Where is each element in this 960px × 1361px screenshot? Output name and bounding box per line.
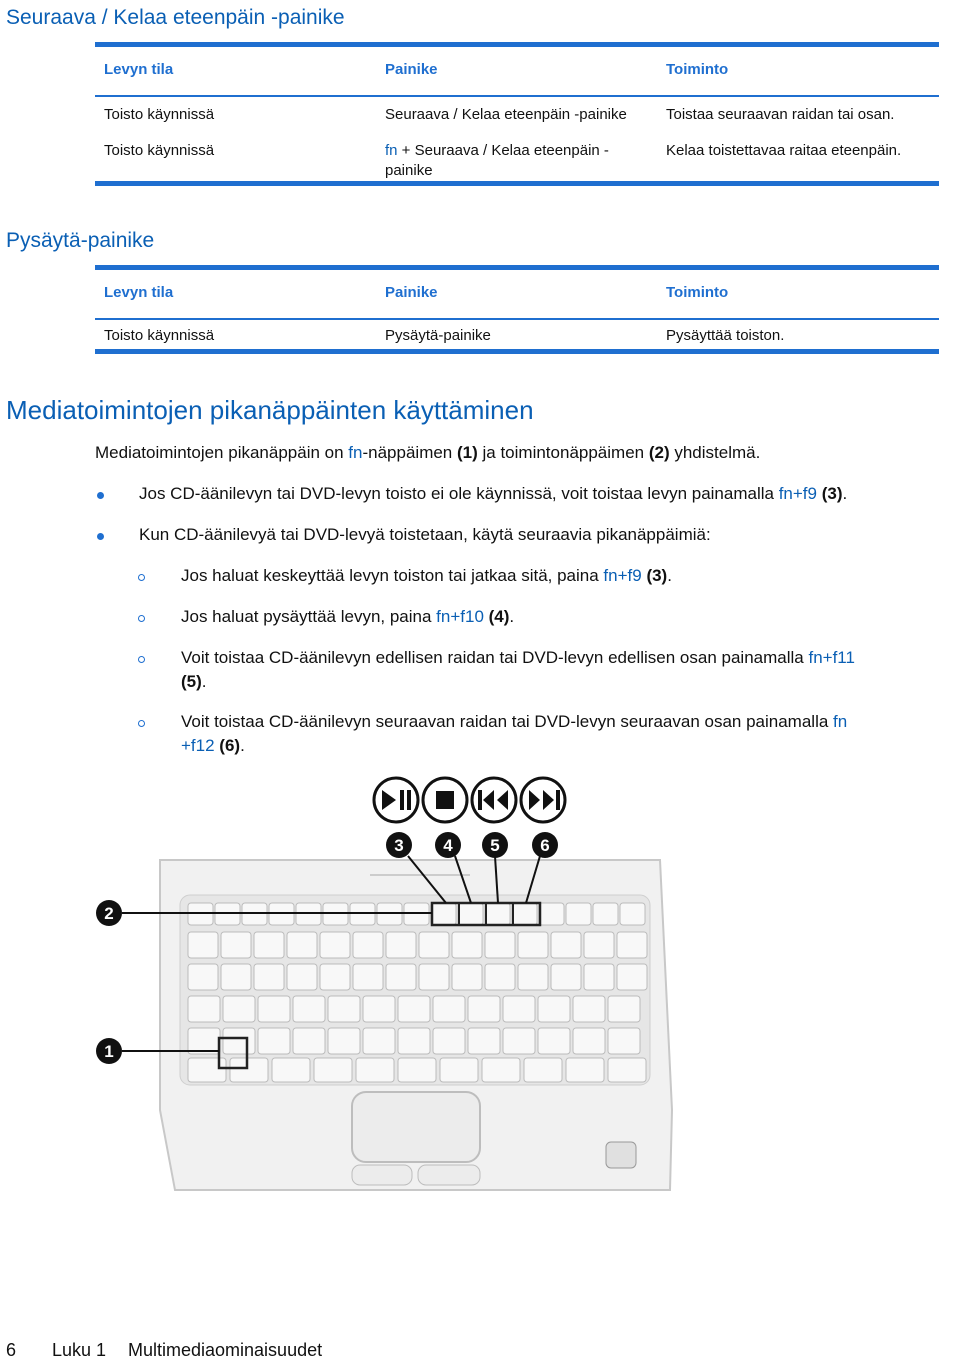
intro-paragraph: Mediatoimintojen pikanäppäin on fn-näppäimen (1) ja toimintonäppäimen (2) yhdistelmä. bbox=[95, 443, 761, 462]
svg-text:6: 6 bbox=[540, 836, 550, 855]
keyboard-key bbox=[584, 932, 614, 958]
keyboard-key bbox=[398, 1058, 436, 1082]
touchpad bbox=[352, 1092, 480, 1162]
bullet-icon bbox=[97, 492, 104, 499]
list-item: Jos CD-äänilevyn tai DVD-levyn toisto ei ole käynnissä, voit toistaa levyn painamalla fn+f9 (3). bbox=[139, 484, 848, 503]
keyboard-key bbox=[566, 1058, 604, 1082]
keyboard-key bbox=[551, 932, 581, 958]
keyboard-key bbox=[258, 996, 290, 1022]
chapter-label: Luku 1 bbox=[52, 1340, 107, 1360]
callout-3 bbox=[386, 832, 412, 858]
keyboard-key bbox=[566, 903, 591, 925]
section-title: Mediatoimintojen pikanäppäinten käyttäminen bbox=[6, 395, 534, 425]
table-row bbox=[95, 320, 939, 349]
keyboard-key bbox=[314, 1058, 352, 1082]
keyboard-key bbox=[593, 903, 618, 925]
cell: fn + Seuraava / Kelaa eteenpäin -painike bbox=[385, 142, 609, 179]
svg-text:4: 4 bbox=[443, 836, 453, 855]
table-header bbox=[95, 270, 939, 320]
col-header: Toiminto bbox=[666, 284, 729, 301]
section-title: Pysäytä-painike bbox=[6, 229, 155, 252]
keyboard-key bbox=[293, 996, 325, 1022]
keyboard-key bbox=[419, 932, 449, 958]
table-bottom-rule bbox=[95, 349, 939, 354]
callout-6 bbox=[532, 832, 558, 858]
keyboard-key bbox=[573, 996, 605, 1022]
callout-1 bbox=[96, 1038, 122, 1064]
touchpad-left-button bbox=[352, 1165, 412, 1185]
cell: Kelaa toistettavaa raitaa eteenpäin. bbox=[666, 142, 902, 159]
keyboard-key bbox=[320, 932, 350, 958]
keyboard-key bbox=[353, 932, 383, 958]
keyboard-key bbox=[608, 1058, 646, 1082]
touchpad-right-button bbox=[418, 1165, 480, 1185]
keyboard-key bbox=[440, 1058, 478, 1082]
keyboard-key bbox=[503, 996, 535, 1022]
table-row bbox=[95, 137, 939, 181]
keyboard-key bbox=[328, 1028, 360, 1054]
keyboard-key bbox=[363, 1028, 395, 1054]
keyboard-key bbox=[551, 964, 581, 990]
page-number: 6 bbox=[6, 1340, 17, 1360]
keyboard-key bbox=[356, 1058, 394, 1082]
fingerprint-reader bbox=[606, 1142, 636, 1168]
keyboard-key bbox=[538, 996, 570, 1022]
keyboard-key bbox=[363, 996, 395, 1022]
keyboard-key bbox=[287, 964, 317, 990]
keyboard-key bbox=[518, 932, 548, 958]
col-header: Toiminto bbox=[666, 61, 729, 78]
callout-5 bbox=[482, 832, 508, 858]
keyboard-key bbox=[482, 1058, 520, 1082]
keyboard-key bbox=[223, 996, 255, 1022]
col-header: Levyn tila bbox=[104, 284, 174, 301]
keyboard-key bbox=[518, 964, 548, 990]
keyboard-key bbox=[419, 964, 449, 990]
sub-bullet-icon bbox=[138, 720, 145, 727]
col-header: Levyn tila bbox=[104, 61, 174, 78]
keyboard-key bbox=[468, 1028, 500, 1054]
keyboard-key bbox=[188, 996, 220, 1022]
table-bottom-rule bbox=[95, 181, 939, 186]
col-header: Painike bbox=[385, 61, 438, 78]
keyboard-key bbox=[353, 964, 383, 990]
next-track-icon bbox=[521, 778, 565, 822]
keyboard-key bbox=[617, 964, 647, 990]
keyboard-key bbox=[620, 903, 645, 925]
play-pause-icon bbox=[374, 778, 418, 822]
keyboard-key bbox=[431, 903, 456, 925]
keyboard-key bbox=[188, 1058, 226, 1082]
keyboard-key bbox=[221, 964, 251, 990]
list-item: Voit toistaa CD-äänilevyn seuraavan raidan tai DVD-levyn seuraavan osan painamalla fn +f12 (6). bbox=[181, 712, 848, 755]
keyboard-key bbox=[608, 996, 640, 1022]
keyboard-key bbox=[287, 932, 317, 958]
keyboard-key bbox=[503, 1028, 535, 1054]
table-row bbox=[95, 97, 939, 137]
keyboard-key bbox=[328, 996, 360, 1022]
svg-text:1: 1 bbox=[104, 1042, 114, 1061]
col-header: Painike bbox=[385, 284, 438, 301]
list-item: Voit toistaa CD-äänilevyn edellisen raidan tai DVD-levyn edellisen osan painamalla fn+f11 (5). bbox=[181, 648, 855, 691]
cell: Toistaa seuraavan raidan tai osan. bbox=[666, 106, 895, 123]
keyboard-key bbox=[221, 932, 251, 958]
keyboard-key bbox=[320, 964, 350, 990]
table-next-button bbox=[95, 42, 939, 186]
svg-text:5: 5 bbox=[490, 836, 500, 855]
keyboard-key bbox=[398, 996, 430, 1022]
keyboard-key bbox=[485, 932, 515, 958]
keyboard-key bbox=[512, 903, 537, 925]
keyboard-key bbox=[452, 964, 482, 990]
previous-track-icon bbox=[472, 778, 516, 822]
cell: Toisto käynnissä bbox=[104, 142, 215, 159]
svg-text:2: 2 bbox=[104, 904, 114, 923]
keyboard-key bbox=[433, 1028, 465, 1054]
laptop-keyboard-figure bbox=[0, 770, 960, 1220]
keyboard-key bbox=[584, 964, 614, 990]
sub-bullet-icon bbox=[138, 574, 145, 581]
keyboard-key bbox=[524, 1058, 562, 1082]
keyboard-key bbox=[617, 932, 647, 958]
keyboard-key bbox=[538, 1028, 570, 1054]
keyboard-key bbox=[452, 932, 482, 958]
keyboard-key bbox=[468, 996, 500, 1022]
keyboard-key bbox=[188, 932, 218, 958]
keyboard-key bbox=[485, 903, 510, 925]
keyboard-key bbox=[458, 903, 483, 925]
keyboard-key bbox=[539, 903, 564, 925]
keyboard-key bbox=[608, 1028, 640, 1054]
table-stop-button bbox=[95, 265, 939, 354]
sub-bullet-icon bbox=[138, 615, 145, 622]
cell: Pysäytä-painike bbox=[385, 327, 491, 344]
list-item: Jos haluat pysäyttää levyn, paina fn+f10 (4). bbox=[181, 607, 515, 626]
sub-bullet-icon bbox=[138, 656, 145, 663]
cell: Seuraava / Kelaa eteenpäin -painike bbox=[385, 106, 627, 123]
section-title: Seuraava / Kelaa eteenpäin -painike bbox=[6, 6, 345, 29]
svg-text:3: 3 bbox=[394, 836, 404, 855]
keyboard-key bbox=[272, 1058, 310, 1082]
keyboard-key bbox=[293, 1028, 325, 1054]
table-header bbox=[95, 47, 939, 97]
keyboard-key bbox=[258, 1028, 290, 1054]
keyboard-key bbox=[223, 1028, 255, 1054]
cell: Pysäyttää toiston. bbox=[666, 327, 785, 344]
bullet-icon bbox=[97, 533, 104, 540]
keyboard-key bbox=[485, 964, 515, 990]
list-item: Kun CD-äänilevyä tai DVD-levyä toistetaan, käytä seuraavia pikanäppäimiä: bbox=[139, 525, 711, 544]
keyboard-key bbox=[188, 964, 218, 990]
keyboard-key bbox=[573, 1028, 605, 1054]
fn-key: fn bbox=[385, 142, 398, 159]
stop-icon bbox=[423, 778, 467, 822]
callout-4 bbox=[435, 832, 461, 858]
cell: Toisto käynnissä bbox=[104, 327, 215, 344]
keyboard-key bbox=[386, 964, 416, 990]
keyboard-key bbox=[230, 1058, 268, 1082]
list-item: Jos haluat keskeyttää levyn toiston tai jatkaa sitä, paina fn+f9 (3). bbox=[181, 566, 672, 585]
cell: Toisto käynnissä bbox=[104, 106, 215, 123]
keyboard-key bbox=[254, 964, 284, 990]
keyboard-key bbox=[398, 1028, 430, 1054]
chapter-title: Multimediaominaisuudet bbox=[128, 1340, 323, 1360]
keyboard-key bbox=[254, 932, 284, 958]
callout-2 bbox=[96, 900, 122, 926]
keyboard-key bbox=[386, 932, 416, 958]
keyboard-key bbox=[433, 996, 465, 1022]
